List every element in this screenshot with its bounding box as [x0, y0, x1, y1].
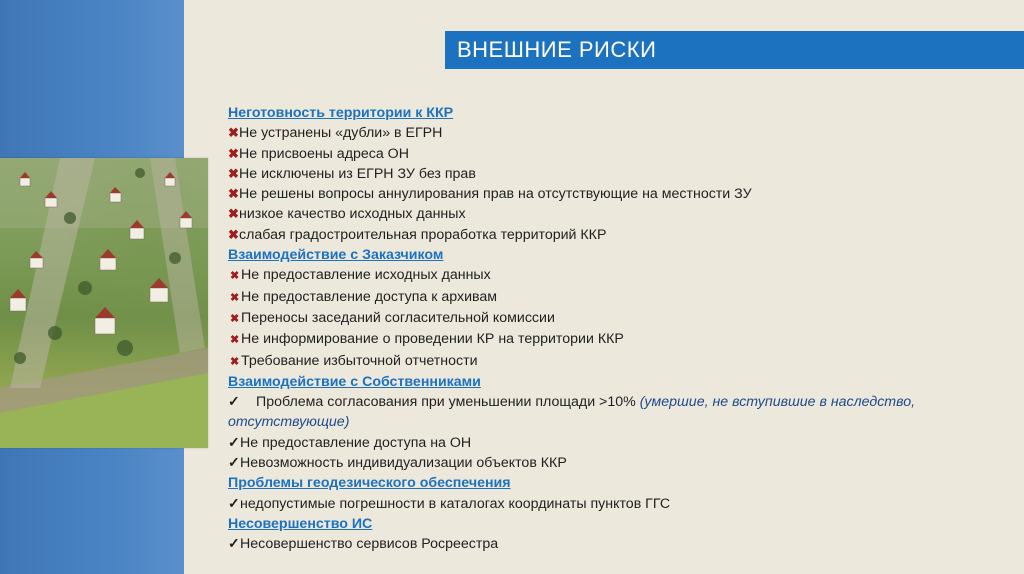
list-item: ✓Несовершенство сервисов Росреестра: [228, 534, 968, 554]
cross-icon: ✖: [230, 270, 240, 283]
cross-icon: ✖: [228, 165, 239, 181]
cross-icon: ✖: [228, 125, 239, 141]
cross-icon: ✖: [230, 291, 240, 304]
cross-icon: ✖: [230, 312, 240, 325]
list-item: ✓Невозможность индивидуализации объектов ККР: [228, 453, 968, 473]
list-item: ✖ Не информирование о проведении КР на территории ККР: [228, 329, 968, 350]
cross-icon: ✖: [228, 145, 239, 161]
check-icon: ✓: [228, 455, 240, 472]
list-item: ✖Не исключены из ЕГРН ЗУ без прав: [228, 164, 968, 184]
section-heading-owners: Взаимодействие с Собственниками: [228, 373, 481, 390]
list-item-note: (умершие, не вступившие в наследство, отсутствующие): [228, 394, 916, 431]
list-item: ✖ Не предоставление доступа к архивам: [228, 287, 968, 308]
list-item: ✓недопустимые погрешности в каталогах координаты пунктов ГГС: [228, 494, 968, 514]
list-item: ✖низкое качество исходных данных: [228, 204, 968, 224]
cross-icon: ✖: [228, 226, 239, 242]
slide-title: ВНЕШНИЕ РИСКИ: [445, 31, 1024, 69]
list-item: ✖Не присвоены адреса ОН: [228, 144, 968, 164]
risk-list: [228, 103, 968, 555]
cross-icon: ✖: [230, 355, 240, 368]
section-heading-is: Несовершенство ИС: [228, 515, 373, 532]
cross-icon: ✖: [228, 186, 239, 202]
section-heading-territory: Неготовность территории к ККР: [228, 105, 454, 121]
list-item: ✖ Требование избыточной отчетности: [228, 351, 968, 372]
list-item: ✖ Не предоставление исходных данных: [228, 265, 968, 286]
list-item: ✖слабая градостроительная проработка территорий ККР: [228, 225, 968, 245]
check-icon: ✓: [228, 394, 240, 411]
settlement-photo: [0, 158, 208, 448]
list-item: ✖Не решены вопросы аннулирования прав на отсутствующие на местности ЗУ: [228, 184, 968, 204]
list-item: ✓Не предоставление доступа на ОН: [228, 433, 968, 453]
check-icon: ✓: [228, 434, 240, 451]
section-heading-customer: Взаимодействие с Заказчиком: [228, 247, 444, 264]
check-icon: ✓: [228, 536, 240, 553]
list-item: ✖ Переносы заседаний согласительной комиссии: [228, 308, 968, 329]
list-item: ✓ Проблема согласования при уменьшении площади >10% (умершие, не вступившие в наследство, отсутствующие): [228, 394, 916, 431]
check-icon: ✓: [228, 495, 240, 512]
settlement-photo-illustration: [0, 158, 208, 448]
cross-icon: ✖: [230, 334, 240, 347]
list-item: ✖Не устранены «дубли» в ЕГРН: [228, 123, 968, 143]
cross-icon: ✖: [228, 206, 239, 222]
section-heading-geodesy: Проблемы геодезического обеспечения: [228, 475, 511, 492]
